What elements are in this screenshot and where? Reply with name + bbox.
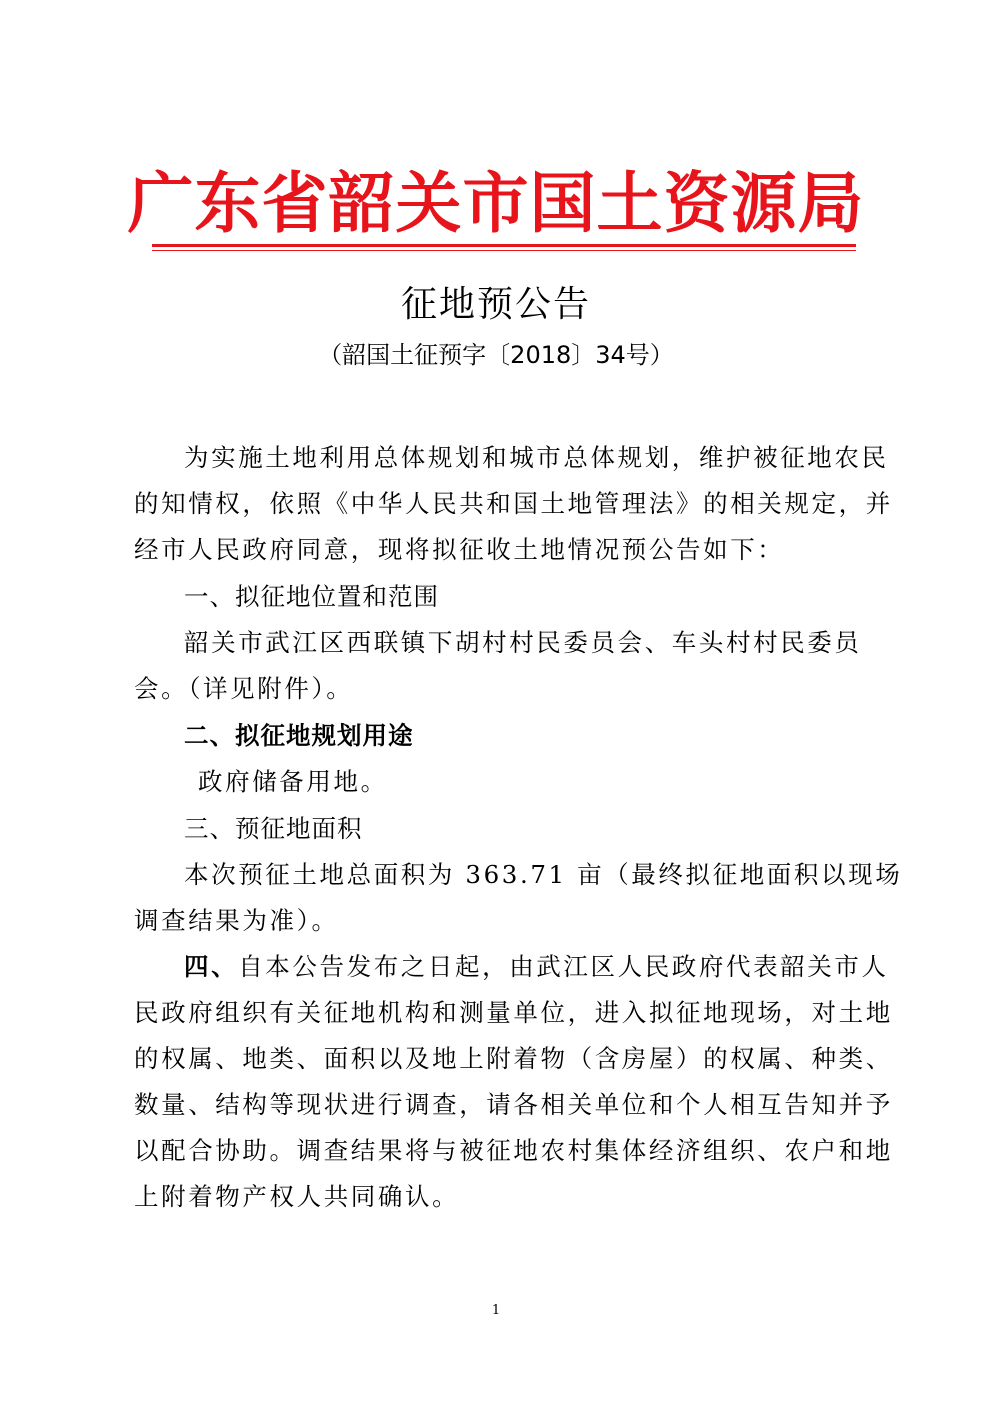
section-two-heading: 二、拟征地规划用途	[184, 721, 414, 750]
section-four-heading: 四、	[184, 952, 239, 981]
intro-line-1: 为实施土地利用总体规划和城市总体规划，维护被征地农民	[184, 443, 889, 472]
section-one-heading: 一、拟征地位置和范围	[184, 582, 439, 611]
intro-line-2: 的知情权，依照《中华人民共和国土地管理法》的相关规定，并	[134, 489, 893, 518]
header-rule-thin	[152, 250, 856, 251]
section-three-line-2: 调查结果为准）。	[134, 906, 339, 935]
document-number: （韶国土征预字〔2018〕34号）	[318, 341, 674, 369]
section-four-line-3: 的权属、地类、面积以及地上附着物（含房屋）的权属、种类、	[134, 1044, 893, 1073]
section-three-heading: 三、预征地面积	[184, 814, 363, 843]
section-one-line-1: 韶关市武江区西联镇下胡村村民委员会、车头村村民委员	[184, 628, 862, 657]
section-one-line-2: 会。（详见附件）。	[134, 674, 354, 703]
section-four-line-5: 以配合协助。调查结果将与被征地农村集体经济组织、农户和地	[134, 1136, 893, 1165]
section-four-line-1: 自本公告发布之日起，由武江区人民政府代表韶关市人	[238, 952, 889, 981]
section-four-line-2: 民政府组织有关征地机构和测量单位，进入拟征地现场，对土地	[134, 998, 893, 1027]
section-four-first-line	[184, 944, 889, 990]
section-four-line-4: 数量、结构等现状进行调查，请各相关单位和个人相互告知并予	[134, 1090, 893, 1119]
page-number: 1	[491, 1303, 501, 1318]
section-three-line-1: 本次预征土地总面积为 363.71 亩（最终拟征地面积以现场	[184, 860, 903, 889]
intro-line-3: 经市人民政府同意，现将拟征收土地情况预公告如下：	[134, 535, 785, 564]
document-title: 征地预公告	[400, 284, 591, 325]
header-rule-thick	[152, 244, 856, 247]
section-two-line-1: 政府储备用地。	[198, 767, 388, 796]
issuing-authority-title: 广东省韶关市国土资源局	[127, 165, 865, 242]
section-four-line-6: 上附着物产权人共同确认。	[134, 1182, 460, 1211]
